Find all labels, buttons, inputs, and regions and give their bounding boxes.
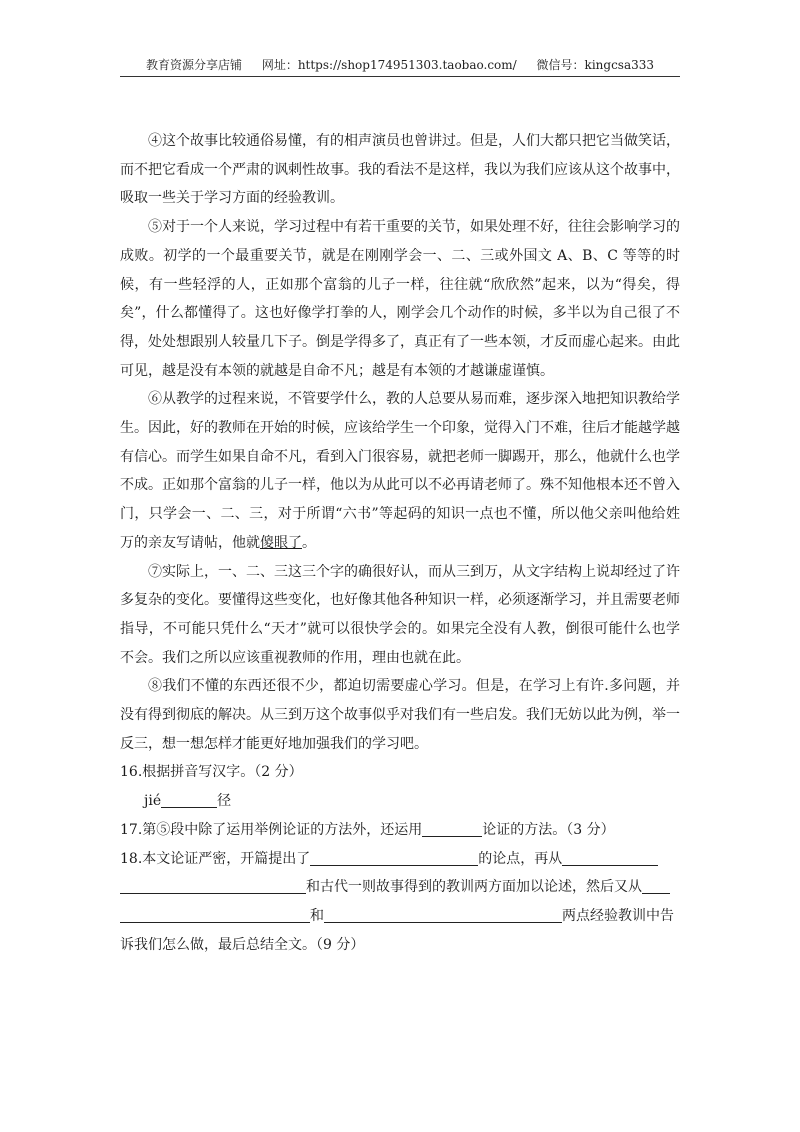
underlined-phrase: 傻眼了 [260,534,302,551]
answer-blank-17[interactable] [422,820,482,837]
question-17 [120,816,680,845]
paragraph-8: ⑧我们不懂的东西还很不少，都迫切需要虚心学习。但是，在学习上有许.多问题，并没有得到彻底的解决。从三到万这个故事似乎对我们有一些启发。我们无妨以此为例，举一反三，想一想怎样才能更好地加强我们的学习吧。 [120,678,680,752]
question-16-answer [144,787,680,816]
shop-name: 教育资源分享店铺 [145,58,242,72]
question-18-text-a: 18.本文论证严密，开篇提出了 [120,850,311,867]
header-divider [120,76,680,77]
page-header [120,56,680,73]
paragraph-6-text: ⑥从教学的过程来说，不管要学什么，教的人总要从易而难，逐步深入地把知识教给学生。因此，好的教师在开始的时候，应该给学生一个印象，觉得入门不难，往后才能越学越有信心。而学生如果自命不凡，看到入门很容易，就把老师一脚踢开，那么，他就什么也学不成。正如那个富翁的儿子一样，他以为从此可以不必再请老师了。殊不知他根本还不曾入门，只学会一、二、三，对于所谓“六书”等起码的知识一点也不懂，所以他父亲叫他给姓万的亲友写请帖，他就 [120,391,680,551]
answer-blank-16[interactable] [161,791,217,808]
paragraph-5: ⑤对于一个人来说，学习过程中有若干重要的关节，如果处理不好，往往会影响学习的成败。初学的一个最重要关节，就是在刚刚学会一、二、三或外国文 A、B、C 等等的时候，有一些轻浮的人，正如那个富翁的儿子一样，往往就“欣欣然”起来，以为“得矣，得矣”，什么都懂得了。这也好像学打拳的人，刚学会几个动作的时候，多半以为自己很了不得，处处想跟别人较量几下子。倒是学得多了，真正有了一些本领，才反而虚心起来。由此可见，越是没有本领的就越是自命不凡；越是有本领的才越谦虚谨慎。 [120,219,680,379]
char-hint: 径 [217,793,232,810]
shop-url: 网址：https://shop174951303.taobao.com/ [261,58,517,72]
question-18 [120,845,680,960]
paragraph-6 [120,385,680,557]
question-18-text-d: 和 [310,907,324,924]
paragraph-7: ⑦实际上，一、二、三这三个字的确很好认，而从三到万，从文字结构上说却经过了许多复杂的变化。要懂得这些变化，也好像其他各种知识一样，必须逐渐学习，并且需要老师指导，不可能只凭什么“天才”就可以很快学会的。如果完全没有人教，倒很可能什么也学不会。我们之所以应该重视教师的作用，理由也就在此。 [120,563,680,666]
question-17-text-a: 17.第⑤段中除了运用举例论证的方法外，还运用 [120,821,423,838]
paragraph-4: ④这个故事比较通俗易懂，有的相声演员也曾讲过。但是，人们大都只把它当做笑话，而不把它看成一个严肃的讽刺性故事。我的看法不是这样，我以为我们应该从这个故事中，吸取一些关于学习方面的经验教训。 [120,133,680,207]
question-18-text-c: 和古代一则故事得到的教训两方面加以论述，然后又从 [306,879,642,896]
answer-blank-18-1[interactable] [310,849,478,866]
question-16: 16.根据拼音写汉字。（2 分） [120,764,303,781]
answer-blank-18-3a[interactable] [642,877,670,894]
answer-blank-18-4[interactable] [324,906,562,923]
question-18-text-b: 的论点，再从 [478,850,563,867]
pinyin: jié [144,793,162,810]
question-17-text-b: 论证的方法。（3 分） [482,821,615,838]
wechat-id: 微信号：kingcsa333 [536,58,655,72]
document-body [120,127,680,959]
answer-blank-18-3b[interactable] [120,906,310,923]
question-18-text-f: 告诉我们怎么做，最后总结全文。（9 分） [120,907,674,953]
answer-blank-18-2b[interactable] [120,877,306,894]
answer-blank-18-2a[interactable] [562,849,658,866]
question-18-text-e: 两点经验教训中 [562,907,660,924]
paragraph-6-end: 。 [302,534,316,551]
